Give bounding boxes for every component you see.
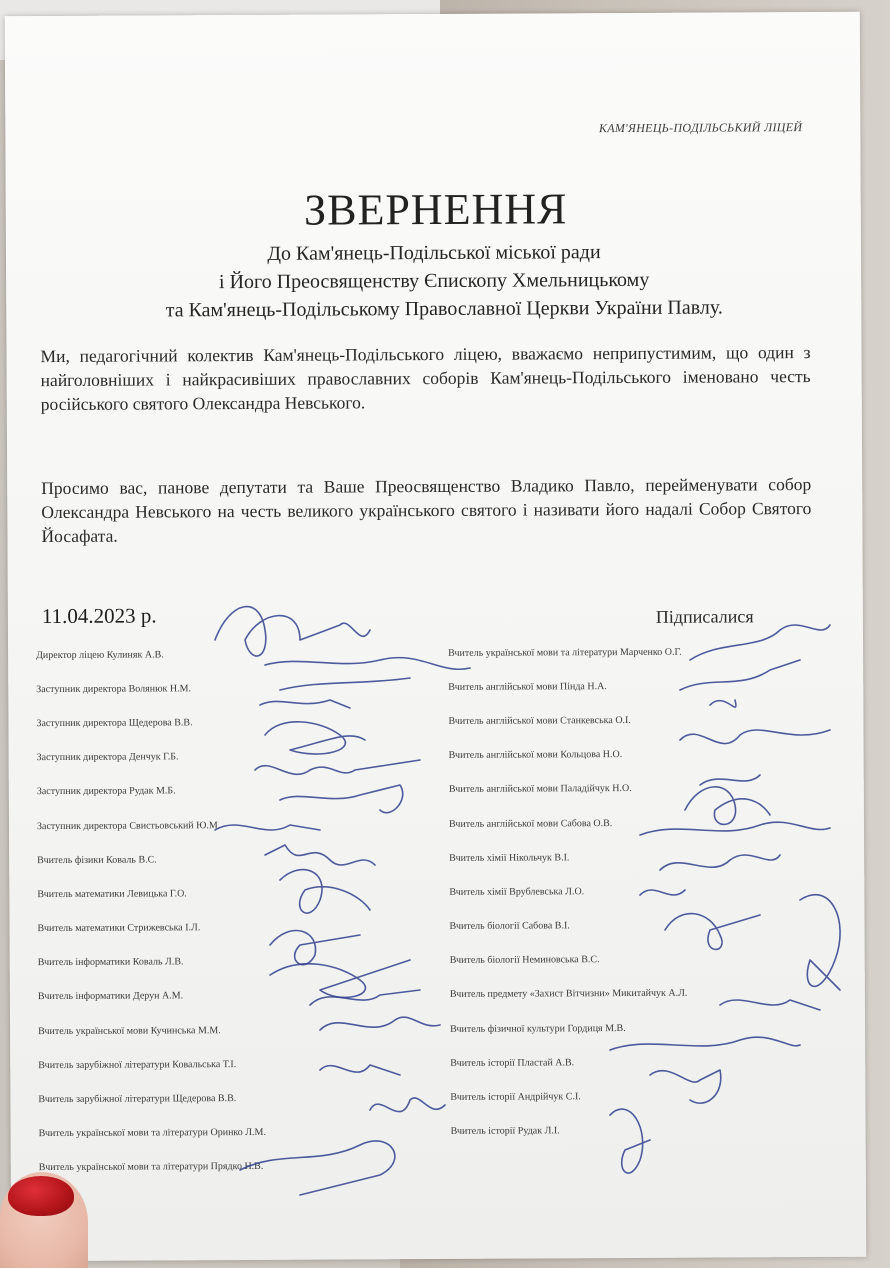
- document-date: 11.04.2023 р.: [41, 603, 157, 629]
- signatory-entry: Вчитель історії Рудак Л.І.: [450, 1125, 560, 1138]
- signatory-entry: Вчитель історії Андрійчук С.І.: [450, 1091, 581, 1103]
- signatory-entry: Вчитель української мови та літератури Оринко Л.М.: [38, 1127, 266, 1140]
- signatory-entry: Заступник директора Свистьовський Ю.М.: [36, 819, 221, 832]
- signatory-entry: Вчитель української мови та літератури Прядко Н.В.: [38, 1161, 264, 1174]
- signatory-entry: Вчитель математики Стрижевська І.Л.: [37, 922, 201, 935]
- signatory-entry: Заступник директора Денчук Г.Б.: [36, 751, 179, 764]
- signatories-right-column: [448, 634, 851, 1149]
- signatory-entry: Вчитель історії Пластай А.В.: [450, 1057, 575, 1069]
- signatory-entry: Вчитель української мови Кучинська М.М.: [38, 1024, 221, 1037]
- signatory-entry: Вчитель зарубіжної літератури Щедерова В.В.: [38, 1093, 237, 1106]
- signatory-entry: Вчитель хімії Врублевська Л.О.: [449, 886, 585, 898]
- signatory-entry: Заступник директора Рудак М.Б.: [36, 785, 176, 798]
- signatory-entry: Вчитель інформатики Коваль Л.В.: [37, 956, 184, 969]
- signatory-entry: Вчитель зарубіжної літератури Ковальська Т.І.: [38, 1058, 237, 1071]
- signatory-entry: Вчитель англійської мови Кольцова Н.О.: [448, 749, 623, 762]
- signatory-entry: Вчитель фізики Коваль В.С.: [37, 854, 157, 866]
- signatory-entry: Вчитель предмету «Захист Вітчизни» Микитайчук А.Л.: [449, 988, 688, 1001]
- signatory-entry: Вчитель біології Сабова В.І.: [449, 920, 570, 933]
- signatory-entry: Вчитель фізичної культури Гордиця М.В.: [450, 1022, 626, 1035]
- fingertip: [0, 1172, 88, 1268]
- signatory-entry: Вчитель англійської мови Станкевська О.І.: [448, 714, 631, 727]
- signatory-entry: Вчитель англійської мови Пінда Н.А.: [448, 680, 607, 693]
- signatory-entry: Вчитель української мови та літератури Марченко О.Г.: [448, 646, 682, 659]
- body-paragraph: Ми, педагогічний колектив Кам'янець-Подільського ліцею, вважаємо неприпустимим, що один з найголовніших і найкрасивіших православних соборів Кам'янець-Подільського іменовано честь російського святого Олександра Невського.: [40, 342, 811, 415]
- body-paragraph: Просимо вас, панове депутати та Ваше Преосвященство Владико Павло, перейменувати собор Олександра Невського на честь великого українського святого і називати його надалі Собор Святого Йосафата.: [41, 474, 812, 547]
- signatories-left-column: [36, 636, 459, 1185]
- signatory-entry: Заступник директора Волянюк Н.М.: [36, 683, 192, 695]
- signatory-entry: Вчитель інформатики Дерун А.М.: [37, 990, 184, 1003]
- fingernail: [8, 1176, 74, 1216]
- signatory-entry: Вчитель біології Неминовська В.С.: [449, 954, 600, 967]
- signed-label: Підписалися: [655, 606, 754, 627]
- signatory-entry: Вчитель англійської мови Паладійчук Н.О.: [448, 783, 632, 796]
- addressee-line: і Його Преосвященству Єпископу Хмельницькому: [218, 268, 650, 294]
- organization-header: КАМ'ЯНЕЦЬ-ПОДІЛЬСЬКИЙ ЛІЦЕЙ: [598, 120, 803, 136]
- signatory-entry: Вчитель хімії Нікольчук В.І.: [449, 852, 570, 864]
- signatory-entry: Директор ліцею Кулиняк А.В.: [36, 649, 164, 661]
- addressee-line: та Кам'янець-Подільському Православної Церкви України Павлу.: [165, 296, 723, 322]
- document-title: ЗВЕРНЕННЯ: [303, 184, 568, 235]
- signatory-entry: Вчитель математики Левицька Г.О.: [37, 888, 187, 900]
- addressee-line: До Кам'янець-Подільської міської ради: [267, 241, 601, 265]
- signatory-entry: Заступник директора Щедерова В.В.: [36, 717, 193, 730]
- document-sheet: [5, 12, 867, 1261]
- signatory-entry: Вчитель англійської мови Сабова О.В.: [448, 817, 613, 830]
